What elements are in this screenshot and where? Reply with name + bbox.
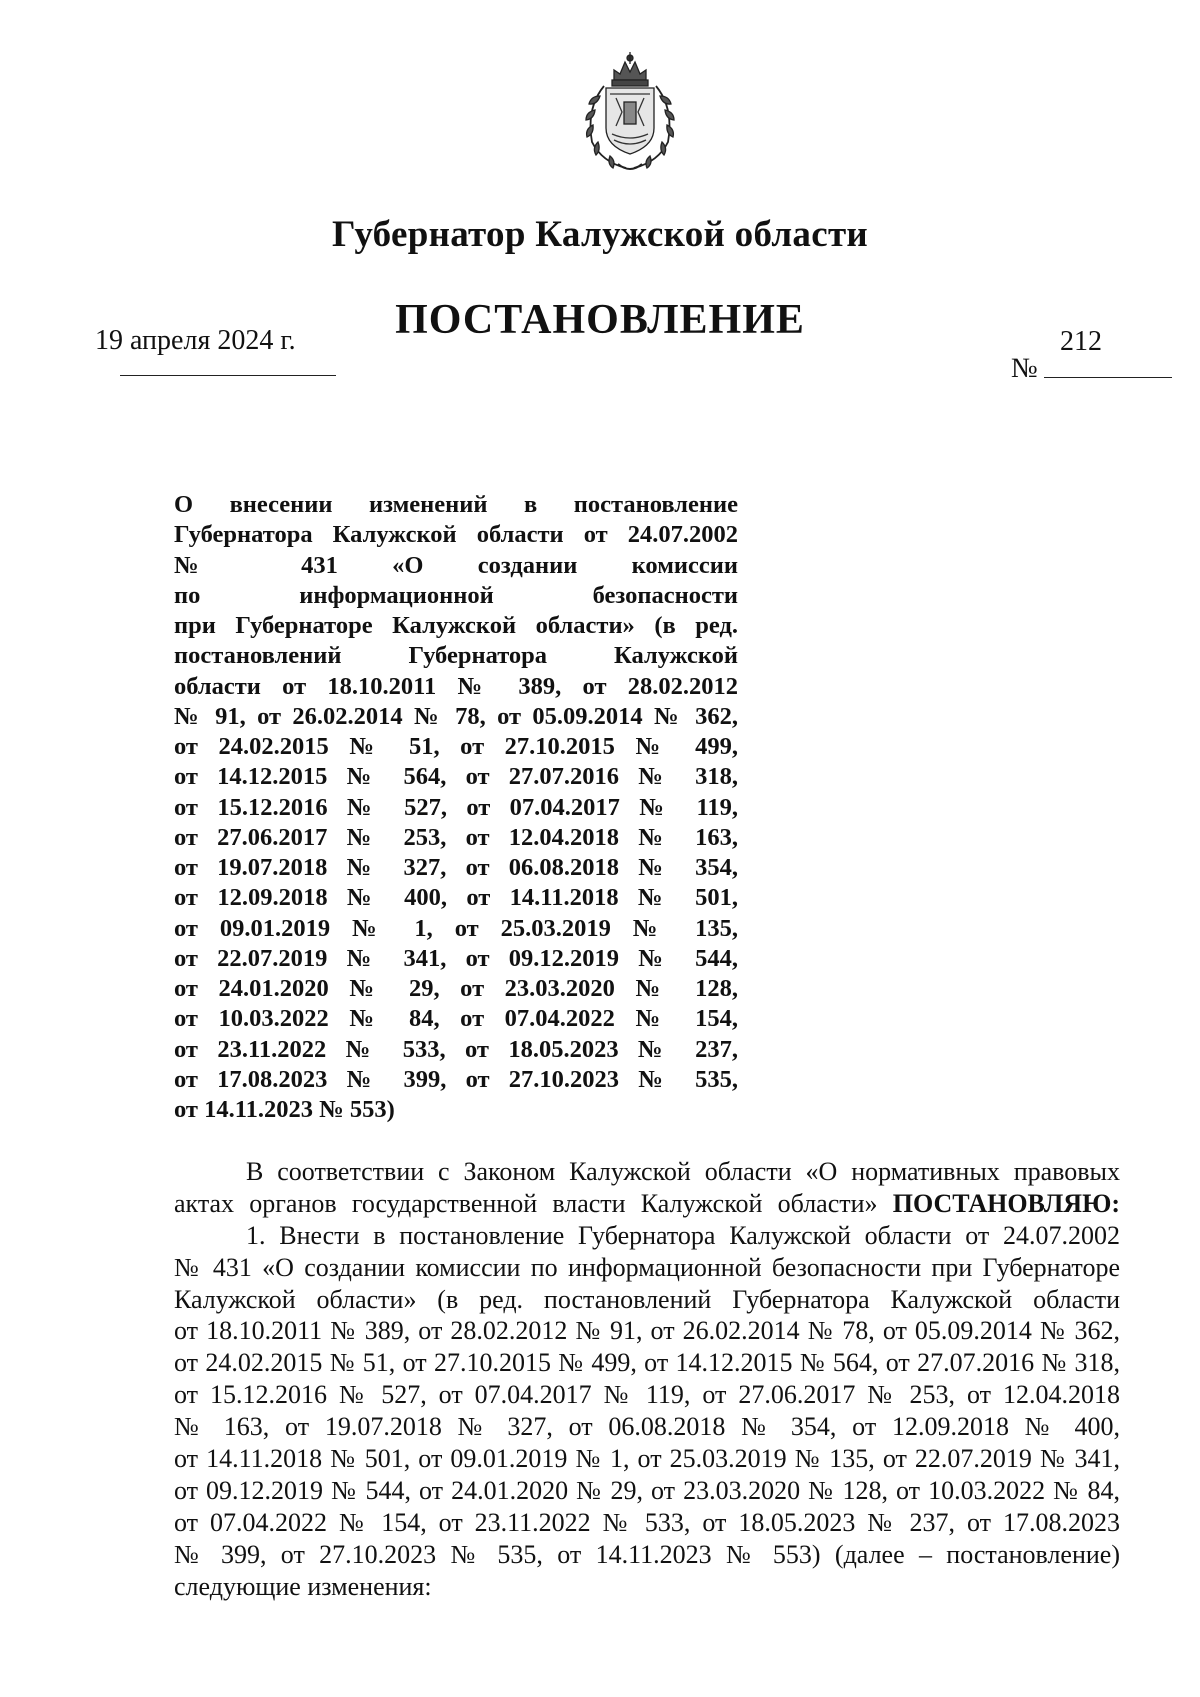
subject-line: от 19.07.2018 № 327, от 06.08.2018 № 354, bbox=[174, 854, 738, 881]
subject-line: Губернатора Калужской области от 24.07.2002 bbox=[174, 521, 738, 549]
subject-line: О внесении изменений в постановление bbox=[174, 491, 738, 518]
coat-of-arms-icon bbox=[570, 50, 690, 175]
subject-line: № 91, от 26.02.2014 № 78, от 05.09.2014 № 362, bbox=[174, 702, 738, 730]
item1-line: № 163, от 19.07.2018 № 327, от 06.08.2018 № 354, от 12.09.2018 № 400, bbox=[174, 1412, 1120, 1442]
subject-line: от 22.07.2019 № 341, от 09.12.2019 № 544, bbox=[174, 944, 738, 972]
subject-line: от 15.12.2016 № 527, от 07.04.2017 № 119, bbox=[174, 793, 738, 821]
preamble-line: В соответствии с Законом Калужской области «О нормативных правовых bbox=[246, 1157, 1120, 1186]
subject-line: от 23.11.2022 № 533, от 18.05.2023 № 237, bbox=[174, 1035, 738, 1063]
subject-line: при Губернаторе Калужской области» (в ред. bbox=[174, 612, 738, 639]
item1-line: № 399, от 27.10.2023 № 535, от 14.11.2023 № 553) (далее – постановление) bbox=[174, 1539, 1120, 1569]
preamble-line bbox=[174, 1188, 1120, 1220]
subject-line: от 10.03.2022 № 84, от 07.04.2022 № 154, bbox=[174, 1005, 738, 1033]
document-date: 19 апреля 2024 г. bbox=[95, 325, 296, 356]
document-number: 212 bbox=[1060, 326, 1102, 357]
item1-line: 1. Внести в постановление Губернатора Калужской области от 24.07.2002 bbox=[246, 1220, 1120, 1250]
subject-line: от 24.02.2015 № 51, от 27.10.2015 № 499, bbox=[174, 733, 738, 760]
subject-line: по информационной безопасности bbox=[174, 581, 738, 609]
item1-line: от 09.12.2019 № 544, от 24.01.2020 № 29, от 23.03.2020 № 128, от 10.03.2022 № 84, bbox=[174, 1475, 1120, 1505]
subject-line: от 17.08.2023 № 399, от 27.10.2023 № 535, bbox=[174, 1065, 738, 1093]
item1-line: следующие изменения: bbox=[174, 1571, 432, 1601]
number-sign: № bbox=[1011, 353, 1038, 384]
subject-line: от 24.01.2020 № 29, от 23.03.2020 № 128, bbox=[174, 975, 738, 1002]
item1-line: от 07.04.2022 № 154, от 23.11.2022 № 533, от 18.05.2023 № 237, от 17.08.2023 bbox=[174, 1507, 1120, 1537]
item1-line: от 24.02.2015 № 51, от 27.10.2015 № 499, от 14.12.2015 № 564, от 27.07.2016 № 318, bbox=[174, 1348, 1120, 1378]
subject-line: области от 18.10.2011 № 389, от 28.02.2012 bbox=[174, 672, 738, 700]
preamble-text: актах органов государственной власти Калужской области» bbox=[174, 1188, 878, 1218]
date-underline bbox=[120, 375, 336, 376]
item1-line: № 431 «О создании комиссии по информационной безопасности при Губернаторе bbox=[174, 1252, 1120, 1282]
document-type-title: ПОСТАНОВЛЕНИЕ bbox=[395, 297, 805, 343]
subject-line: от 09.01.2019 № 1, от 25.03.2019 № 135, bbox=[174, 914, 738, 942]
decree-word: ПОСТАНОВЛЯЮ: bbox=[892, 1188, 1120, 1218]
item1-line: от 14.11.2018 № 501, от 09.01.2019 № 1, от 25.03.2019 № 135, от 22.07.2019 № 341, bbox=[174, 1444, 1120, 1474]
subject-line: от 12.09.2018 № 400, от 14.11.2018 № 501, bbox=[174, 884, 738, 912]
subject-line: от 14.12.2015 № 564, от 27.07.2016 № 318, bbox=[174, 763, 738, 791]
subject-line: от 27.06.2017 № 253, от 12.04.2018 № 163, bbox=[174, 823, 738, 851]
subject-line: постановлений Губернатора Калужской bbox=[174, 642, 738, 670]
item1-line: Калужской области» (в ред. постановлений Губернатора Калужской области bbox=[174, 1284, 1120, 1314]
number-underline bbox=[1044, 377, 1172, 378]
document-subject bbox=[174, 490, 738, 1125]
item1-line: от 15.12.2016 № 527, от 07.04.2017 № 119, от 27.06.2017 № 253, от 12.04.2018 bbox=[174, 1380, 1120, 1410]
issuing-authority: Губернатор Калужской области bbox=[331, 214, 869, 255]
item1-line: от 18.10.2011 № 389, от 28.02.2012 № 91, от 26.02.2014 № 78, от 05.09.2014 № 362, bbox=[174, 1316, 1120, 1346]
subject-line: № 431 «О создании комиссии bbox=[174, 551, 738, 579]
subject-line: от 14.11.2023 № 553) bbox=[174, 1096, 395, 1123]
document-body bbox=[174, 1156, 1120, 1602]
